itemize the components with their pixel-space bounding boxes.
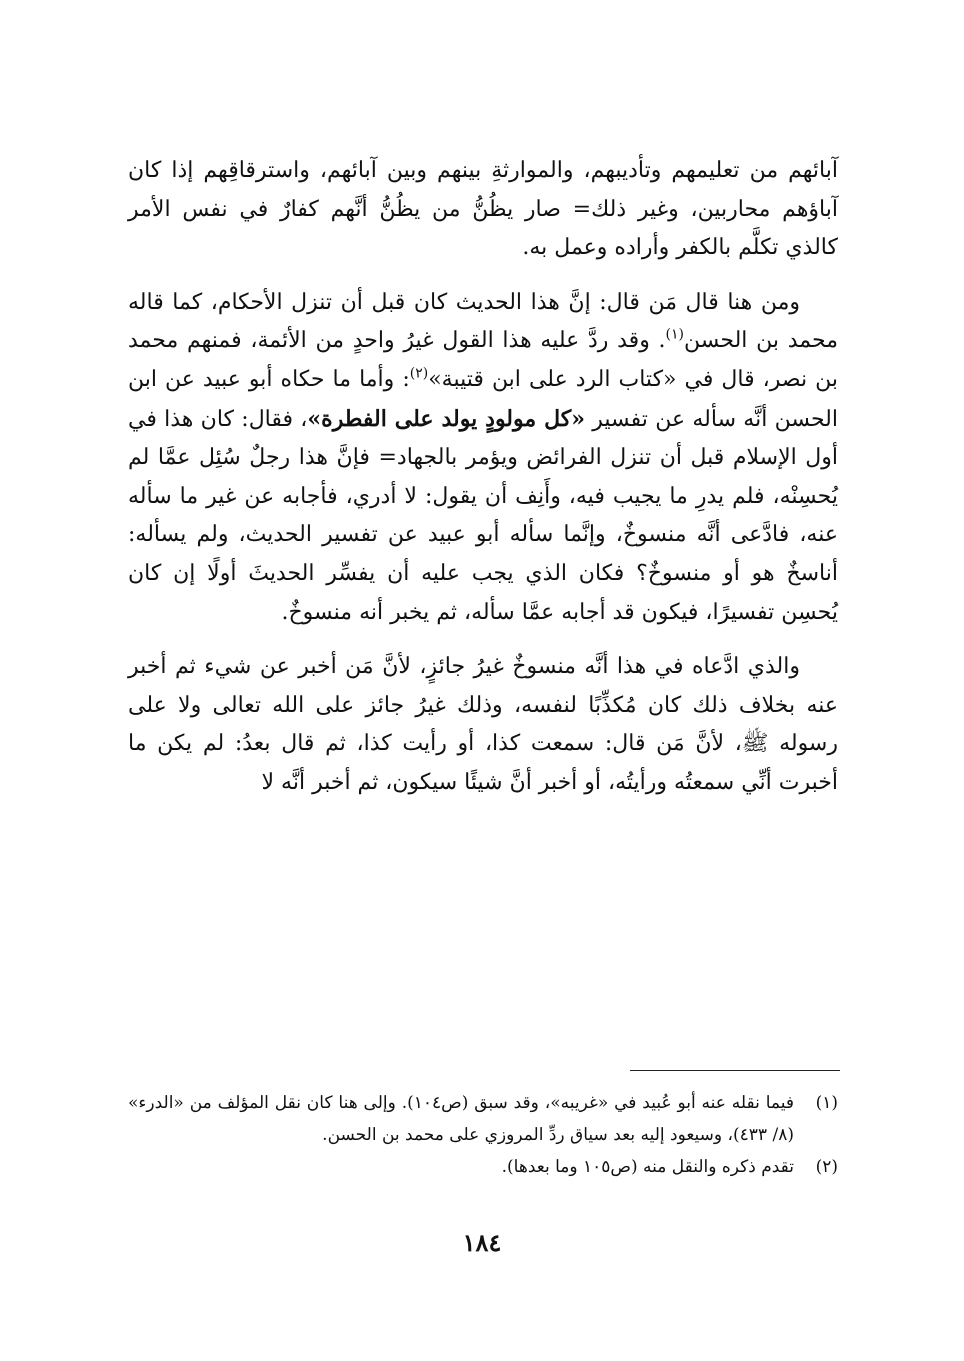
- paragraph-3: والذي ادَّعاه في هذا أنَّه منسوخٌ غيرُ جائزٍ، لأنَّ مَن أخبر عن شيء ثم أخبر عنه بخلاف ذلك كان مُكذِّبًا لنفسه، وذلك غيرُ جائز على الله تعالى ولا على رسوله ﷺ، لأنَّ مَن قال: سمعت كذا، أو رأيت كذا، ثم قال بعدُ: لم يكن ما أخبرت أنِّي سمعتُه ورأيتُه، أو أخبر أنَّ شيئًا سيكون، ثم أخبر أنَّه لا: [128, 654, 838, 795]
- footnote-1-number: (١): [815, 1093, 838, 1113]
- paragraph-2-part-3: : وأما ما حكاه أبو عبيد عن ابن الحسن أنَّه سأله عن تفسير: [128, 366, 838, 432]
- paragraph-1: آبائهم من تعليمهم وتأديبهم، والموارثةِ بينهم وبين آبائهم، واسترقاقِهم إذا كان آباؤهم محاربين، وغير ذلك= صار يظُنُّ من يظُنُّ أنَّهم كفارٌ في نفس الأمر كالذي تكلَّم بالكفر وأراده وعمل به.: [128, 158, 838, 261]
- footnote-2: [128, 1151, 838, 1183]
- footnote-ref-2: (٢): [409, 365, 429, 382]
- footnote-1: [128, 1087, 838, 1151]
- paragraph-2-part-1: ومن هنا قال مَن قال: إنَّ هذا الحديث كان قبل أن تنزل الأحكام، كما قاله محمد بن الحسن: [128, 289, 838, 354]
- paragraph-2: [128, 284, 838, 632]
- footnote-divider: [630, 1070, 840, 1071]
- main-text: [128, 152, 838, 819]
- hadith-quote: «كل مولودٍ يولد على الفطرة»: [307, 405, 585, 432]
- footnotes: [128, 1087, 838, 1183]
- footnote-2-number: (٢): [815, 1157, 838, 1177]
- paragraph-2-part-2: . وقد ردَّ عليه هذا القول غيرُ واحدٍ من الأئمة، فمنهم محمد بن نصر، قال في «كتاب الرد على ابن قتيبة»: [128, 328, 839, 392]
- footnote-ref-1: (١): [665, 327, 685, 344]
- footnote-2-text: تقدم ذكره والنقل منه (ص١٠٥ وما بعدها).: [501, 1157, 794, 1177]
- page-number: ١٨٤: [462, 1228, 502, 1257]
- footnote-1-text: فيما نقله عنه أبو عُبيد في «غريبه»، وقد سبق (ص١٠٤). وإلى هنا كان نقل المؤلف من «الدرء» (٨/ ٤٣٣)، وسيعود إليه بعد سياق ردِّ المروزي على محمد بن الحسن.: [128, 1093, 795, 1145]
- paragraph-2-part-4: ، فقال: كان هذا في أول الإسلام قبل أن تنزل الفرائض ويؤمر بالجهاد= فإنَّ هذا رجلٌ سُئِل عمَّا لم يُحسِنْه، فلم يدرِ ما يجيب فيه، وأَنِف أن يقول: لا أدري، فأجابه عن غير ما سأله عنه، فادَّعى أنَّه منسوخٌ، وإنَّما سأله أبو عبيد عن تفسير الحديث، ولم يسأله: أناسخٌ هو أو منسوخٌ؟ فكان الذي يجب عليه أن يفسِّر الحديثَ أولًا إن كان يُحسِن تفسيرًا، فيكون قد أجابه عمَّا سأله، ثم يخبر أنه منسوخٌ.: [128, 406, 838, 625]
